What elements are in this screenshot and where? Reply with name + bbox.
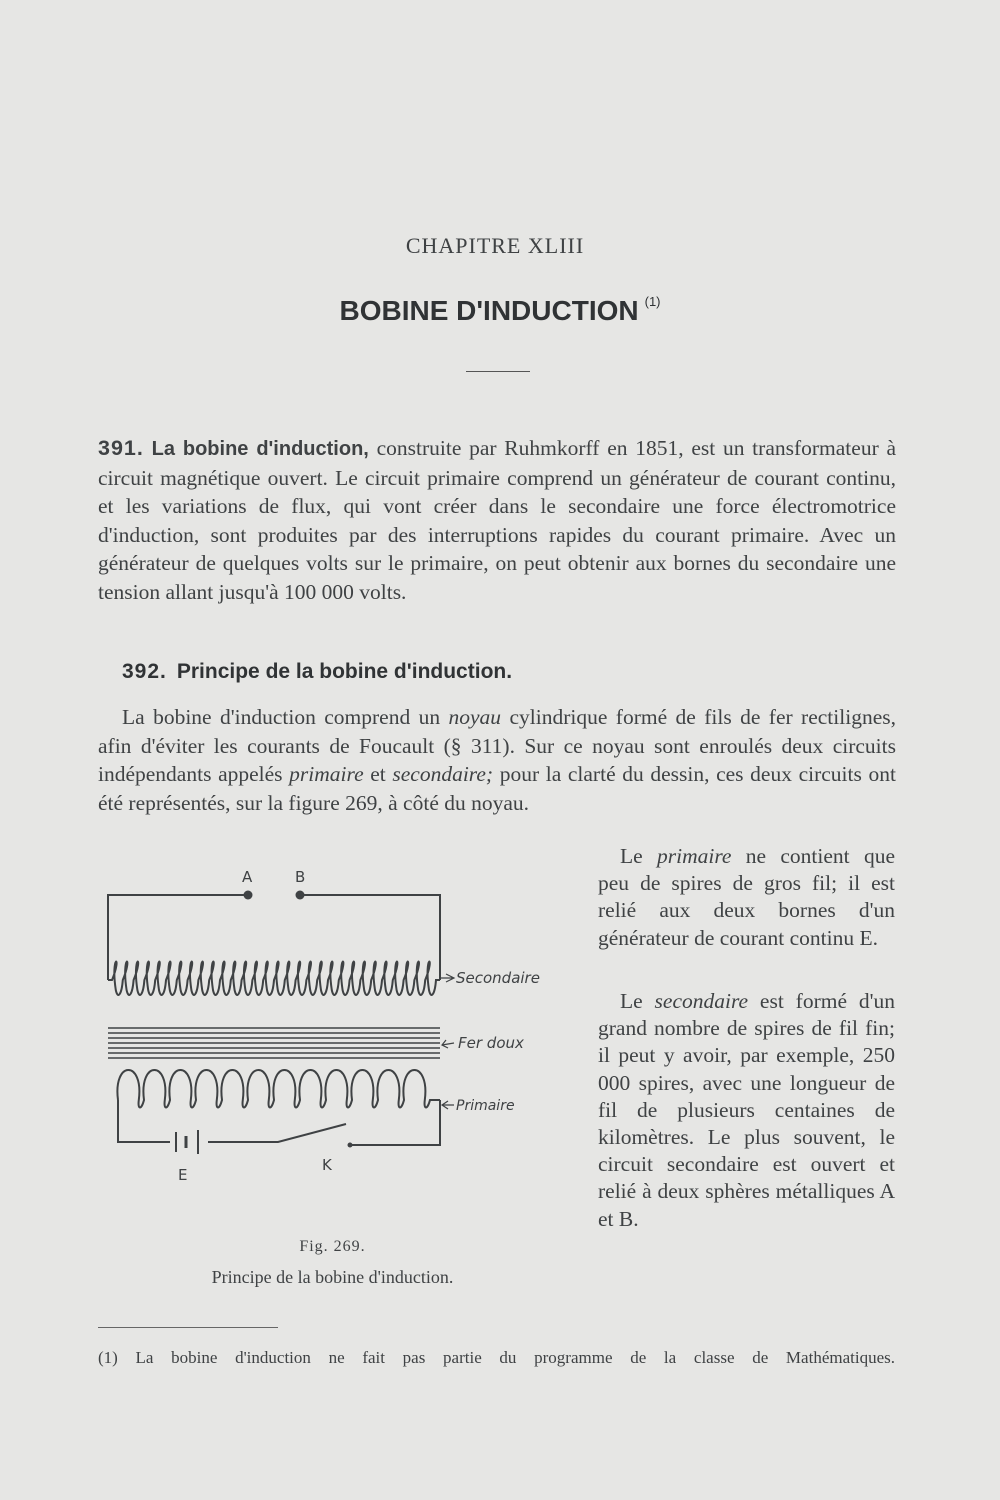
label-ferdoux: Fer doux: [458, 1034, 524, 1052]
ferdoux-arrow: [442, 1040, 454, 1048]
figure-caption: Principe de la bobine d'induction.: [211, 1267, 454, 1287]
text-run: est formé d'un grand nombre de spires de fil fin; il peut y avoir, par exemple, 250 000 spires, avec une longueur de fil de plusieurs centaines de kilomètres. Le plus souvent, le circuit secondaire est ouvert et relié à deux sphères métalliques A et B.: [598, 989, 895, 1231]
switch-contact: [348, 1143, 353, 1148]
section-392-heading: [122, 660, 512, 684]
sphere-b: [296, 891, 305, 900]
section-heading-text: Principe de la bobine d'induction.: [176, 660, 513, 683]
label-a: A: [242, 868, 253, 886]
label-primaire: Primaire: [456, 1098, 515, 1114]
text-run: La bobine d'induction comprend un: [122, 705, 449, 729]
emphasis: primaire: [657, 844, 732, 868]
footnote: (1) La bobine d'induction ne fait pas partie du programme de la classe de Mathématiques.: [98, 1348, 895, 1367]
title-divider: [466, 371, 530, 372]
section-392-paragraph: [98, 703, 896, 817]
chapter-number: CHAPITRE XLIII: [405, 233, 585, 258]
secondaire-paragraph: [598, 988, 895, 1233]
emphasis: secondaire;: [392, 762, 494, 787]
text-run: ne contient que peu de spires de gros fil; il est relié aux deux bornes d'un générateur de courant continu E.: [598, 844, 895, 950]
section-number: 392.: [122, 660, 167, 683]
sphere-a: [244, 891, 253, 900]
section-391: [98, 434, 896, 607]
secondaire-arrow: [440, 974, 454, 982]
section-lead: La bobine d'induction,: [151, 438, 369, 460]
primaire-arrow: [442, 1101, 454, 1109]
footnote-divider: [98, 1327, 278, 1328]
text-run: Le: [620, 989, 655, 1013]
primary-winding: [117, 1070, 440, 1108]
chapter-title: [0, 294, 1000, 327]
footnote-ref: (1): [644, 294, 661, 309]
text-run: pour la clarté du dessin, ces deux circuits ont été représentés, sur la figure 269, à côté du noyau.: [98, 762, 896, 815]
text-run: Le: [620, 844, 657, 868]
secondary-winding: [108, 962, 440, 995]
label-b: B: [295, 868, 306, 886]
section-text: construite par Ruhmkorff en 1851, est un transformateur à circuit magnétique ouvert. Le circuit primaire comprend un générateur de courant continu, et les variations de flux, qui vont créer dans le secondaire une force électromotrice d'induction, sont produites par des interruptions rapides du courant primaire. Avec un générateur de quelques volts sur le primaire, on peut obtenir aux bornes du secondaire une tension allant jusqu'à 100 000 volts.: [98, 436, 897, 604]
label-secondaire: Secondaire: [456, 969, 540, 987]
label-e: E: [178, 1166, 188, 1184]
text-run: et: [363, 762, 393, 787]
text-run: cylindrique formé de fils de fer rectilignes, afin d'éviter les courants de Foucault (§ 311). Sur ce noyau sont enroulés deux circuits indépendants appelés: [98, 705, 896, 787]
section-number: 391.: [98, 436, 144, 460]
induction-coil-diagram: [100, 860, 580, 1184]
primaire-paragraph: [598, 843, 895, 952]
figure-number: Fig. 269.: [299, 1238, 366, 1255]
emphasis: primaire: [289, 762, 364, 787]
label-k: K: [322, 1156, 332, 1174]
emphasis: noyau: [448, 705, 502, 729]
chapter-title-text: BOBINE D'INDUCTION: [339, 295, 639, 326]
emphasis: secondaire: [654, 989, 749, 1013]
